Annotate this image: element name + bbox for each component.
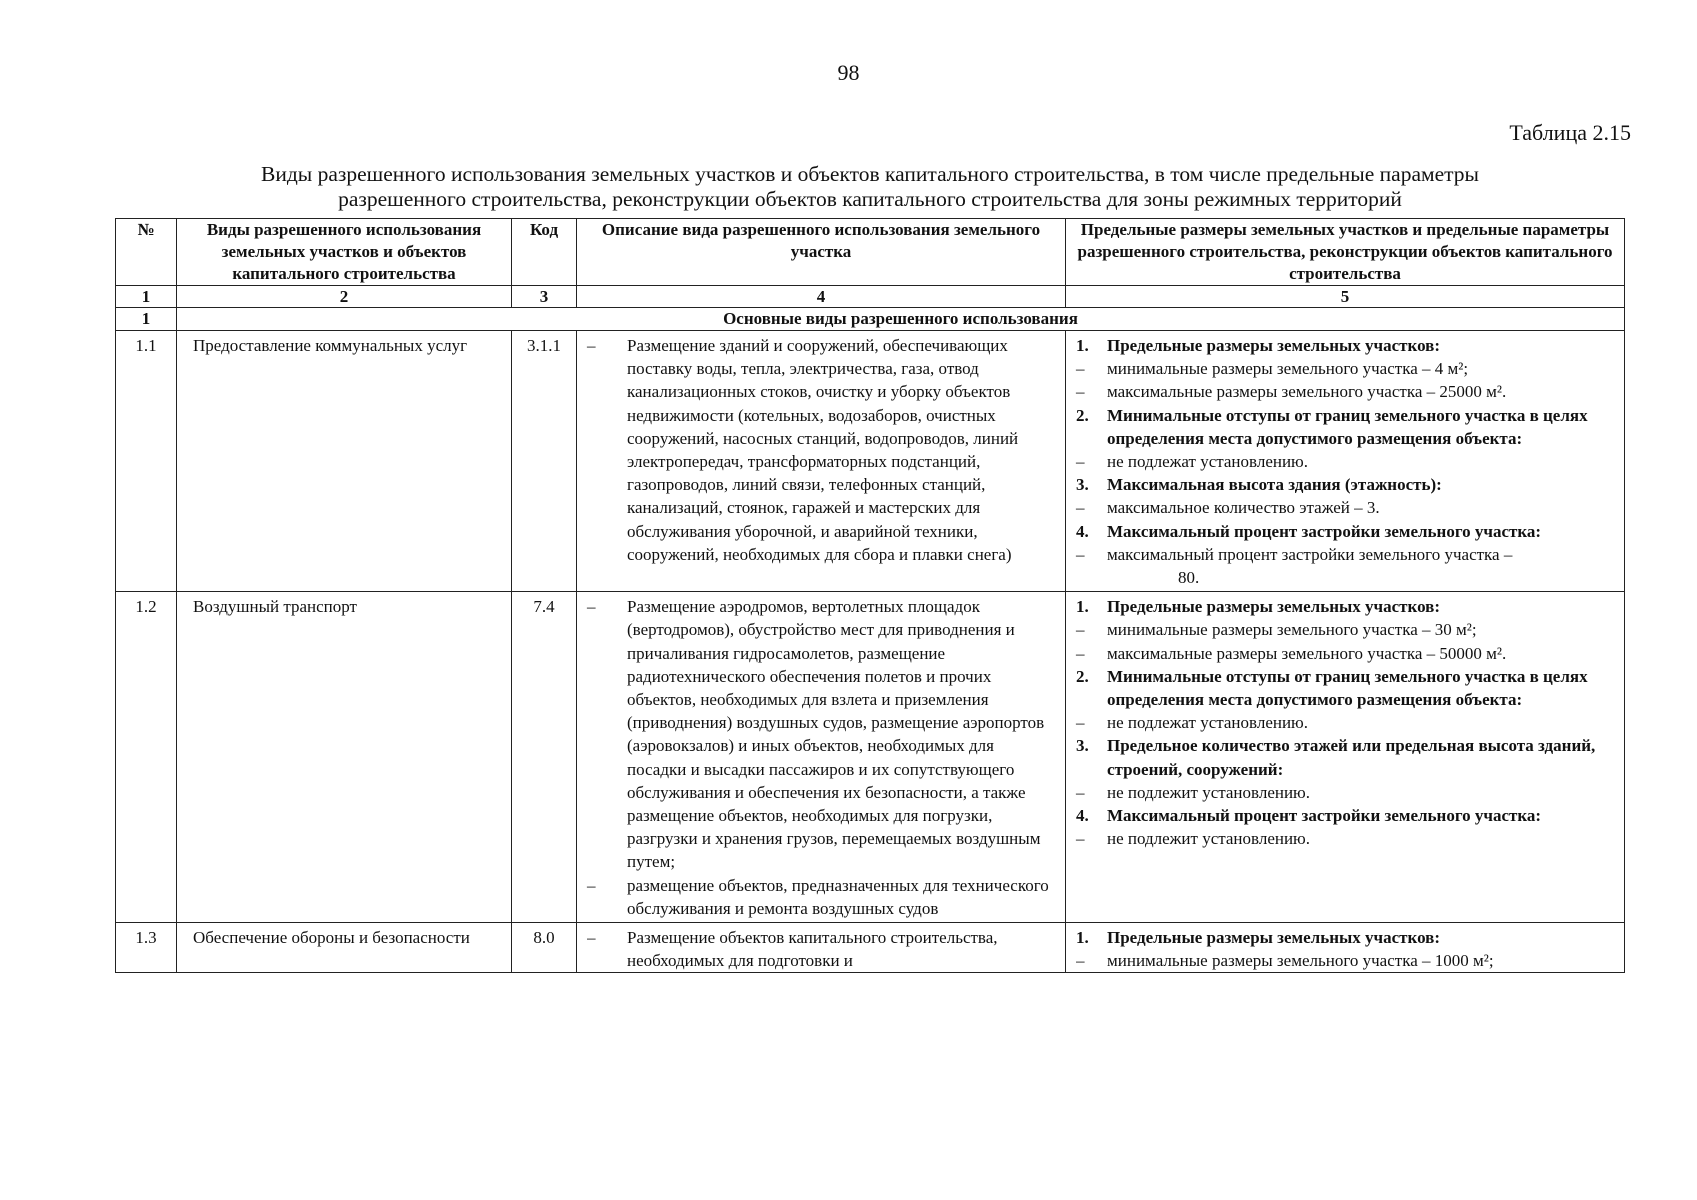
parameter-marker: – bbox=[1076, 643, 1085, 663]
parameter-text: не подлежат установлению. bbox=[1107, 452, 1309, 472]
bullet-marker: – bbox=[587, 875, 596, 895]
parameter-item bbox=[1076, 711, 1616, 734]
parameter-item bbox=[1076, 357, 1616, 380]
page-number: 98 bbox=[837, 60, 860, 85]
parameter-item bbox=[1076, 543, 1616, 566]
use-type-code: 7.4 bbox=[512, 592, 577, 923]
bullet-marker: – bbox=[587, 336, 596, 355]
parameter-item bbox=[1076, 618, 1616, 641]
table-row bbox=[116, 592, 1625, 923]
table-row bbox=[116, 923, 1625, 973]
parameter-heading bbox=[1076, 595, 1616, 618]
parameter-text: не подлежит установлению. bbox=[1107, 782, 1311, 802]
parameter-heading bbox=[1076, 404, 1616, 450]
parameter-item bbox=[1076, 642, 1616, 665]
parameter-marker: 4. bbox=[1076, 806, 1089, 826]
use-type-name: Воздушный транспорт bbox=[177, 592, 512, 923]
parameter-heading bbox=[1076, 473, 1616, 496]
parameter-text: Максимальный процент застройки земельного участка: bbox=[1107, 521, 1542, 541]
description-bullet bbox=[587, 595, 1057, 873]
parameter-text: 80. bbox=[1178, 568, 1200, 588]
use-parameters bbox=[1066, 923, 1625, 973]
parameter-text: Предельные размеры земельных участков: bbox=[1107, 597, 1441, 617]
parameter-marker: – bbox=[1076, 359, 1085, 379]
use-description bbox=[577, 592, 1066, 923]
bullet-text: Размещение зданий и сооружений, обеспечивающих поставку воды, тепла, электричества, газа, отвод канализационных стоков, очистку и уборку объектов недвижимости (котельных, водозаборов, очистных сооружений, насосных станций, водопроводов, линий электропередач, трансформаторных подстанций, газопроводов, линий связи, телефонных станций, канализаций, стоянок, гаражей и мастерских для обслуживания уборочной, и аварийной техники, сооружений, необходимых для сбора и плавки снега) bbox=[627, 336, 1019, 564]
bullet-marker: – bbox=[587, 597, 596, 617]
section-title: Основные виды разрешенного использования bbox=[177, 308, 1625, 331]
row-number: 1.3 bbox=[116, 923, 177, 973]
parameter-text: максимальный процент застройки земельного участка – bbox=[1107, 544, 1513, 564]
parameter-text: максимальные размеры земельного участка – 25000 м². bbox=[1107, 382, 1507, 402]
parameter-text: Минимальные отступы от границ земельного участка в целях определения места допустимого размещения объекта: bbox=[1107, 405, 1588, 448]
parameter-heading bbox=[1076, 734, 1616, 780]
column-number: 1 bbox=[116, 286, 177, 308]
table-label: Таблица 2.15 bbox=[1509, 120, 1631, 145]
parameter-marker: 4. bbox=[1076, 521, 1089, 541]
parameter-marker: 2. bbox=[1076, 666, 1089, 686]
parameter-item bbox=[1076, 450, 1616, 473]
header-description: Описание вида разрешенного использования земельного участка bbox=[577, 219, 1066, 286]
parameter-text: минимальные размеры земельного участка – 4 м²; bbox=[1107, 359, 1469, 379]
table-header-row bbox=[116, 219, 1625, 286]
header-parameters: Предельные размеры земельных участков и предельные параметры разрешенного строительства, реконструкции объектов капитального строительства bbox=[1066, 219, 1625, 286]
header-number: № bbox=[116, 219, 177, 286]
parameter-marker: – bbox=[1076, 951, 1085, 971]
parameter-heading bbox=[1076, 804, 1616, 827]
description-body bbox=[587, 595, 1057, 920]
parameter-text: Предельные размеры земельных участков: bbox=[1107, 928, 1441, 948]
parameter-marker: – bbox=[1076, 498, 1085, 518]
parameter-item bbox=[1076, 496, 1616, 519]
parameter-marker: – bbox=[1076, 452, 1085, 472]
table-title bbox=[120, 162, 1620, 212]
column-number: 3 bbox=[512, 286, 577, 308]
parameters-body bbox=[1076, 595, 1616, 850]
parameter-text: не подлежат установлению. bbox=[1107, 713, 1309, 733]
header-use-type: Виды разрешенного использования земельных участков и объектов капитального строительства bbox=[177, 219, 512, 286]
parameter-marker: – bbox=[1076, 382, 1085, 402]
bullet-text: размещение объектов, предназначенных для технического обслуживания и ремонта воздушных судов bbox=[627, 875, 1049, 918]
parameter-marker: – bbox=[1076, 544, 1085, 564]
bullet-text: Размещение объектов капитального строительства, необходимых для подготовки и bbox=[627, 928, 998, 971]
parameter-text: Минимальные отступы от границ земельного участка в целях определения места допустимого размещения объекта: bbox=[1107, 666, 1588, 710]
parameter-heading bbox=[1076, 334, 1616, 357]
parameter-item bbox=[1076, 949, 1616, 970]
use-type-name: Предоставление коммунальных услуг bbox=[177, 331, 512, 592]
parameter-text: максимальное количество этажей – 3. bbox=[1107, 498, 1380, 518]
parameter-text: Предельное количество этажей или предельная высота зданий, строений, сооружений: bbox=[1107, 736, 1596, 779]
parameter-text: Максимальный процент застройки земельного участка: bbox=[1107, 806, 1542, 826]
parameter-item bbox=[1076, 827, 1616, 850]
use-parameters bbox=[1066, 592, 1625, 923]
parameter-marker: 1. bbox=[1076, 597, 1089, 617]
parameter-marker: – bbox=[1076, 829, 1085, 849]
column-number: 4 bbox=[577, 286, 1066, 308]
parameter-text: Предельные размеры земельных участков: bbox=[1107, 336, 1441, 355]
parameter-marker: – bbox=[1076, 782, 1085, 802]
header-code: Код bbox=[512, 219, 577, 286]
use-type-code: 8.0 bbox=[512, 923, 577, 973]
parameter-marker: – bbox=[1076, 713, 1085, 733]
parameter-marker: 3. bbox=[1076, 475, 1089, 495]
row-number: 1.2 bbox=[116, 592, 177, 923]
column-number: 5 bbox=[1066, 286, 1625, 308]
description-body bbox=[587, 334, 1057, 566]
parameter-marker: 1. bbox=[1076, 928, 1089, 948]
bullet-marker: – bbox=[587, 928, 596, 948]
parameter-marker: 3. bbox=[1076, 736, 1089, 756]
section-row bbox=[116, 308, 1625, 331]
parameter-text: минимальные размеры земельного участка – 30 м²; bbox=[1107, 620, 1477, 640]
parameter-marker: – bbox=[1076, 620, 1085, 640]
parameter-text: не подлежит установлению. bbox=[1107, 829, 1311, 849]
parameter-item bbox=[1076, 380, 1616, 403]
parameter-text: максимальные размеры земельного участка – 50000 м². bbox=[1107, 643, 1507, 663]
description-body bbox=[587, 926, 1057, 970]
parameters-body bbox=[1076, 334, 1616, 589]
table-title-line: Виды разрешенного использования земельных участков и объектов капитального строительства, в том числе предельные параметры bbox=[261, 162, 1479, 186]
parameter-heading bbox=[1076, 926, 1616, 949]
column-number: 2 bbox=[177, 286, 512, 308]
description-bullet bbox=[587, 926, 1057, 970]
parameter-text: Максимальная высота здания (этажность): bbox=[1107, 475, 1442, 495]
description-bullet bbox=[587, 334, 1057, 566]
use-description bbox=[577, 923, 1066, 973]
table-row bbox=[116, 331, 1625, 592]
section-number: 1 bbox=[116, 308, 177, 331]
parameter-marker: 1. bbox=[1076, 336, 1089, 355]
table-title-line: разрешенного строительства, реконструкции объектов капитального строительства для зоны режимных территорий bbox=[338, 187, 1402, 211]
parameter-heading bbox=[1076, 520, 1616, 543]
use-type-name: Обеспечение обороны и безопасности bbox=[177, 923, 512, 973]
parameter-marker: 2. bbox=[1076, 405, 1089, 425]
use-parameters bbox=[1066, 331, 1625, 592]
description-bullet bbox=[587, 874, 1057, 920]
bullet-text: Размещение аэродромов, вертолетных площадок (вертодромов), обустройство мест для приводнения и причаливания гидросамолетов, размещение радиотехнического обеспечения полетов и прочих объектов, необходимых для взлета и приземления (приводнения) воздушных судов, размещение аэропортов (аэровокзалов) и иных объектов, необходимых для посадки и высадки пассажиров и их сопутствующего обслуживания и обеспечения их безопасности, а также размещение объектов, необходимых для погрузки, разгрузки и хранения грузов, перемещаемых воздушным путем; bbox=[627, 597, 1045, 872]
row-number: 1.1 bbox=[116, 331, 177, 592]
parameter-item bbox=[1076, 566, 1616, 589]
use-type-code: 3.1.1 bbox=[512, 331, 577, 592]
column-numbers-row bbox=[116, 286, 1625, 308]
use-description bbox=[577, 331, 1066, 592]
land-use-table bbox=[115, 218, 1625, 973]
parameter-item bbox=[1076, 781, 1616, 804]
parameter-heading bbox=[1076, 665, 1616, 711]
parameters-body bbox=[1076, 926, 1616, 970]
parameter-text: минимальные размеры земельного участка – 1000 м²; bbox=[1107, 951, 1494, 971]
